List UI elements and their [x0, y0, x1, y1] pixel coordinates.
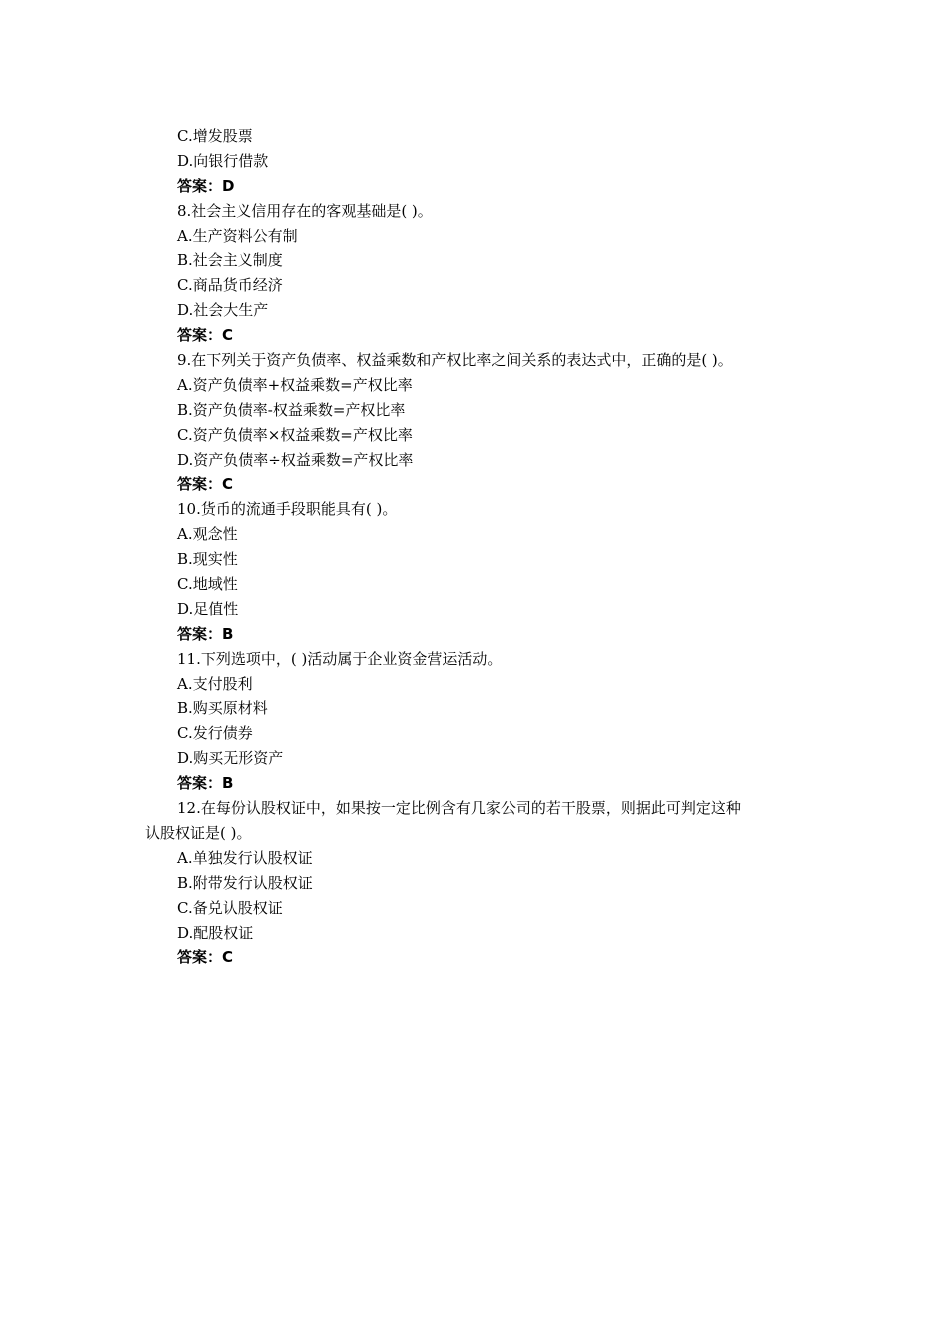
- question-line: 9.在下列关于资产负债率、权益乘数和产权比率之间关系的表达式中，正确的是( )。: [177, 351, 733, 370]
- question-continuation-line: 认股权证是( )。: [145, 823, 252, 842]
- option-line: B.社会主义制度: [177, 251, 283, 270]
- question-line: 11.下列选项中，( )活动属于企业资金营运活动。: [177, 649, 503, 668]
- option-line: B.现实性: [177, 550, 238, 569]
- option-line: C.增发股票: [177, 127, 253, 145]
- question-line: 12.在每份认股权证中，如果按一定比例含有几家公司的若干股票，则据此可判定这种: [177, 799, 741, 818]
- answer-line: 答案：C: [177, 475, 234, 494]
- document-page: [0, 124, 950, 970]
- answer-line: 答案：D: [177, 176, 235, 195]
- option-line: C.资产负债率×权益乘数=产权比率: [177, 425, 413, 444]
- answer-line: 答案：C: [177, 326, 234, 345]
- question-line: 8.社会主义信用存在的客观基础是( )。: [177, 201, 433, 220]
- option-line: B.资产负债率-权益乘数=产权比率: [177, 400, 406, 419]
- option-line: A.观念性: [177, 525, 238, 544]
- option-line: A.资产负债率+权益乘数=产权比率: [177, 375, 413, 394]
- option-line: A.单独发行认股权证: [177, 848, 313, 867]
- option-line: D.社会大生产: [177, 301, 269, 320]
- option-line: B.附带发行认股权证: [177, 873, 313, 892]
- option-line: D.资产负债率÷权益乘数=产权比率: [177, 450, 414, 469]
- option-line: C.发行债券: [177, 724, 253, 743]
- option-line: A.支付股利: [177, 674, 253, 693]
- option-line: D.购买无形资产: [177, 749, 284, 768]
- option-line: D.足值性: [177, 599, 239, 618]
- option-line: C.备兑认股权证: [177, 898, 283, 917]
- option-line: A.生产资料公有制: [177, 226, 298, 245]
- option-line: C.地域性: [177, 575, 238, 594]
- option-line: D.配股权证: [177, 923, 254, 942]
- answer-line: 答案：C: [177, 948, 234, 967]
- option-line: D.向银行借款: [177, 151, 269, 170]
- question-line: 10.货币的流通手段职能具有( )。: [177, 500, 398, 519]
- answer-line: 答案：B: [177, 624, 234, 643]
- option-line: B.购买原材料: [177, 699, 268, 718]
- answer-line: 答案：B: [177, 774, 234, 793]
- option-line: C.商品货币经济: [177, 276, 283, 295]
